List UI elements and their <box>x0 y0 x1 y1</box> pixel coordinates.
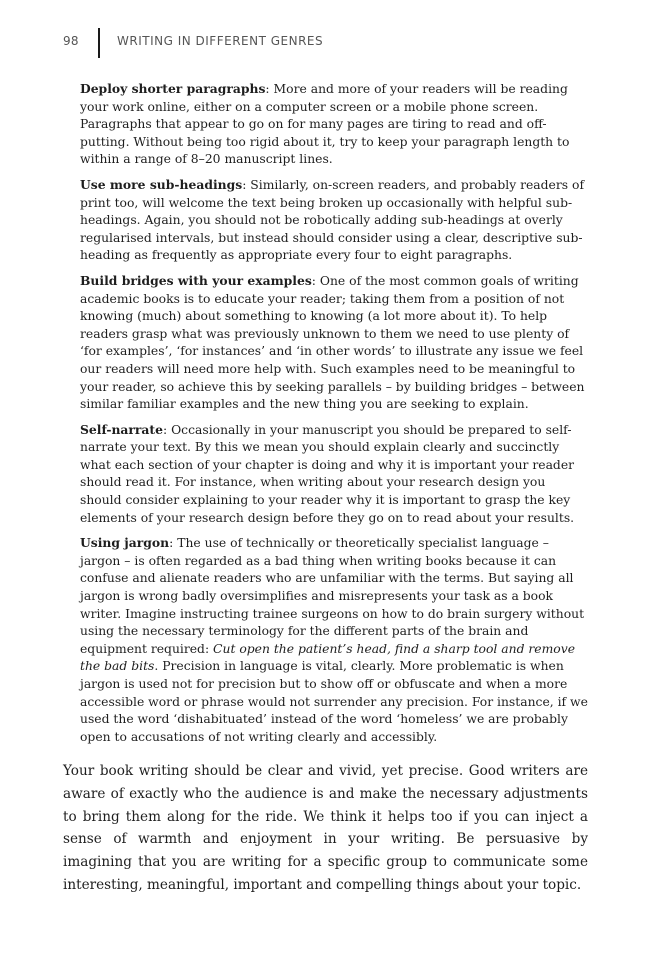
tip-build-bridges <box>80 272 590 414</box>
tip-term: Use more sub-headings <box>80 176 243 192</box>
closing-paragraph: Your book writing should be clear and vivid, yet precise. Good writers are aware of exactly who the audience is and make the necessary adjustments to bring them along for the ride. We think it helps too if you can inject a sense of warmth and enjoyment in your writing. Be persuasive by imagining that you are writing for a specific group to communicate some interesting, meaningful, important and compelling things about your topic. <box>63 763 588 893</box>
tip-text-continued: . Precision in language is vital, clearly. More problematic is when jargon is used not for precision but to show off or obfuscate and when a more accessible word or phrase would not surrender any precision. For instance, if we used the word ‘dishabituated’ instead of the word ‘homeless’ we are probably open to accusations of not writing clearly and accessibly. <box>80 659 588 744</box>
tip-term: Using jargon <box>80 535 170 551</box>
tip-sub-headings <box>80 176 590 265</box>
tip-term: Build bridges with your examples <box>80 272 312 288</box>
running-head <box>0 28 650 60</box>
tip-term: Self-narrate <box>80 421 163 437</box>
tip-text: : Occasionally in your manuscript you should be prepared to self-narrate your text. By this we mean you should explain clearly and succinctly what each section of your chapter is doing and why it is important your reader should read it. For instance, when writing about your research design you should consider explaining to your reader why it is important to grasp the key elements of your research design before they go on to read about your results. <box>80 422 575 525</box>
page-number: 98 <box>63 34 79 48</box>
tip-text: : Similarly, on-screen readers, and probably readers of print too, will welcome the text being broken up occasionally with helpful sub-headings. Again, you should not be robotically adding sub-headings at overly regularised intervals, but instead should consider using a clear, descriptive sub-heading as frequently as appropriate every four to eight paragraphs. <box>80 177 585 263</box>
tip-shorter-paragraphs <box>80 80 590 169</box>
tip-text: : The use of technically or theoretically specialist language – jargon – is often regarded as a bad thing when writing books because it can confuse and alienate readers who are unfamiliar with the terms. But saying all jargon is wrong badly oversimplifies and misrepresents your task as a book writer. Imagine instructing trainee surgeons on how to do brain surgery without using the necessary terminology for the different parts of the brain and equipment required: <box>80 536 585 656</box>
tip-self-narrate <box>80 421 590 528</box>
tip-text: : More and more of your readers will be reading your work online, either on a computer screen or a mobile phone screen. Paragraphs that appear to go on for many pages are tiring to read and off-putting. Without being too rigid about it, try to keep your paragraph length to within a range of 8–20 manuscript lines. <box>80 82 570 167</box>
header-divider <box>98 28 100 58</box>
tip-using-jargon <box>80 534 590 746</box>
tip-term: Deploy shorter paragraphs <box>80 81 266 96</box>
tip-text: : One of the most common goals of writing academic books is to educate your reader; taking them from a position of not knowing (much) about something to knowing (a lot more about it). To help readers grasp what was previously unknown to them we need to use plenty of ‘for examples’, ‘for instances’ and ‘in other words’ to illustrate any issue we feel our readers will need more help with. Such examples need to be meaningful to your reader, so achieve this by seeking parallels – by building bridges – between similar familiar examples and the new thing you are seeking to explain. <box>80 273 585 412</box>
section-title: WRITING IN DIFFERENT GENRES <box>117 34 324 48</box>
tip-italic-example: Cut open the patient’s head, find a sharp tool and remove the bad bits <box>80 641 576 674</box>
writing-tips-list <box>80 80 590 753</box>
